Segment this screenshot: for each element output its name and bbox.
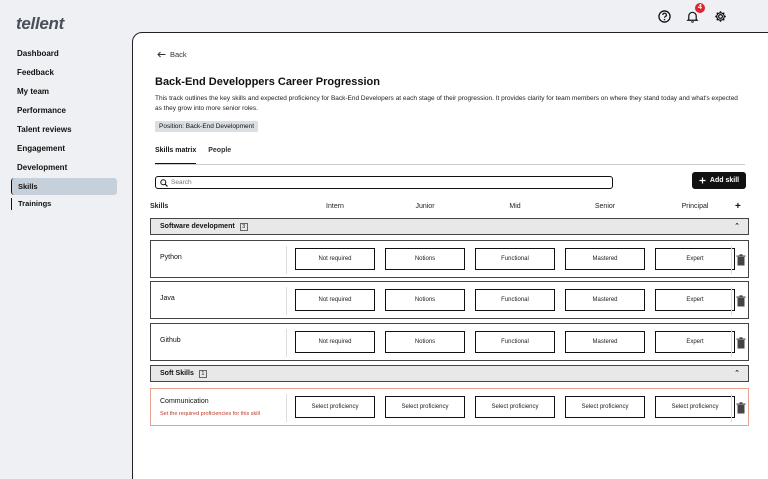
- add-level-plus-icon[interactable]: +: [735, 201, 741, 212]
- arrow-left-icon: [157, 51, 166, 58]
- proficiency-senior[interactable]: Mastered: [565, 289, 645, 311]
- category-title: Software development: [160, 223, 235, 230]
- tab-people[interactable]: People: [208, 147, 232, 154]
- plus-icon: [699, 177, 706, 184]
- validation-error: Set the required proficiencies for this skill: [160, 411, 260, 417]
- trash-icon[interactable]: [736, 254, 746, 266]
- divider: [286, 246, 287, 274]
- category-count: 3: [240, 223, 248, 231]
- category-title: Soft Skills: [160, 370, 194, 377]
- column-header-mid: Mid: [509, 203, 521, 210]
- category-header-soft-skills[interactable]: [150, 365, 749, 382]
- proficiency-senior[interactable]: Mastered: [565, 331, 645, 353]
- add-skill-button[interactable]: [692, 172, 746, 189]
- chevron-up-icon[interactable]: ⌃: [734, 370, 740, 377]
- proficiency-principal[interactable]: Expert: [655, 331, 735, 353]
- skill-name: Communication: [160, 398, 209, 405]
- settings-gear-icon[interactable]: [710, 6, 730, 26]
- sidebar: [0, 44, 125, 210]
- category-header-software-development[interactable]: [150, 218, 749, 235]
- proficiency-mid[interactable]: Functional: [475, 331, 555, 353]
- divider: [731, 329, 732, 357]
- proficiency-principal[interactable]: Expert: [655, 289, 735, 311]
- column-header-senior: Senior: [594, 203, 616, 210]
- proficiency-principal[interactable]: Select proficiency: [655, 396, 735, 418]
- proficiency-mid[interactable]: Select proficiency: [475, 396, 555, 418]
- proficiency-mid[interactable]: Functional: [475, 248, 555, 270]
- column-header-junior: Junior: [415, 203, 435, 210]
- proficiency-intern[interactable]: Not required: [295, 248, 375, 270]
- page-description: This track outlines the key skills and expected proficiency for Back-End Developers at each stage of their progression. It provides clarity for team members on where they stand today and what's expected as they grow into more senior roles.: [155, 95, 738, 112]
- sidebar-item-dashboard[interactable]: Dashboard: [17, 49, 59, 58]
- divider: [286, 287, 287, 315]
- skill-row-communication: [150, 388, 749, 426]
- position-tag: Position: Back-End Development: [155, 121, 258, 132]
- proficiency-junior[interactable]: Notions: [385, 331, 465, 353]
- sidebar-item-engagement[interactable]: Engagement: [17, 144, 66, 153]
- divider: [731, 246, 732, 274]
- help-icon[interactable]: [654, 6, 674, 26]
- sidebar-item-my-team[interactable]: My team: [17, 87, 50, 96]
- proficiency-senior[interactable]: Select proficiency: [565, 396, 645, 418]
- divider: [286, 329, 287, 357]
- sidebar-subitem-skills[interactable]: Skills: [11, 178, 117, 195]
- category-count: 1: [199, 370, 207, 378]
- search-icon: [160, 179, 168, 187]
- sidebar-item-talent-reviews[interactable]: Talent reviews: [17, 125, 72, 134]
- trash-icon[interactable]: [736, 402, 746, 414]
- sidebar-item-performance[interactable]: Performance: [17, 106, 66, 115]
- skill-name: Python: [160, 254, 182, 261]
- proficiency-intern[interactable]: Not required: [295, 289, 375, 311]
- tab-skills-matrix[interactable]: Skills matrix: [155, 147, 196, 164]
- notification-bell-icon[interactable]: [682, 6, 702, 26]
- back-label: Back: [170, 50, 187, 59]
- divider: [731, 394, 732, 422]
- main-panel: [132, 32, 768, 479]
- top-icons: [654, 6, 730, 26]
- proficiency-junior[interactable]: Notions: [385, 289, 465, 311]
- sidebar-item-development[interactable]: Development: [17, 163, 68, 172]
- divider: [286, 394, 287, 422]
- column-header-skills: Skills: [150, 203, 169, 210]
- proficiency-senior[interactable]: Mastered: [565, 248, 645, 270]
- proficiency-mid[interactable]: Functional: [475, 289, 555, 311]
- proficiency-junior[interactable]: Select proficiency: [385, 396, 465, 418]
- notification-badge: 4: [695, 3, 705, 13]
- search-box: [155, 176, 613, 189]
- proficiency-principal[interactable]: Expert: [655, 248, 735, 270]
- divider: [731, 287, 732, 315]
- skill-row-python: [150, 240, 749, 278]
- skill-name: Java: [160, 295, 175, 302]
- proficiency-intern[interactable]: Not required: [295, 331, 375, 353]
- tabs: [155, 147, 745, 165]
- add-skill-label: Add skill: [709, 177, 740, 184]
- proficiency-junior[interactable]: Notions: [385, 248, 465, 270]
- column-header-principal: Principal: [681, 203, 709, 210]
- trash-icon[interactable]: [736, 337, 746, 349]
- app-logo[interactable]: tellent: [16, 14, 64, 33]
- back-link[interactable]: [157, 50, 187, 59]
- search-input[interactable]: [171, 179, 571, 186]
- column-header-intern: Intern: [326, 203, 344, 210]
- skill-row-github: [150, 323, 749, 361]
- trash-icon[interactable]: [736, 295, 746, 307]
- chevron-up-icon[interactable]: ⌃: [734, 223, 740, 230]
- sidebar-subitem-trainings[interactable]: Trainings: [11, 198, 117, 210]
- skill-row-java: [150, 281, 749, 319]
- page-title: Back-End Developpers Career Progression: [155, 76, 380, 88]
- skill-name: Github: [160, 337, 181, 344]
- sidebar-item-feedback[interactable]: Feedback: [17, 68, 54, 77]
- proficiency-intern[interactable]: Select proficiency: [295, 396, 375, 418]
